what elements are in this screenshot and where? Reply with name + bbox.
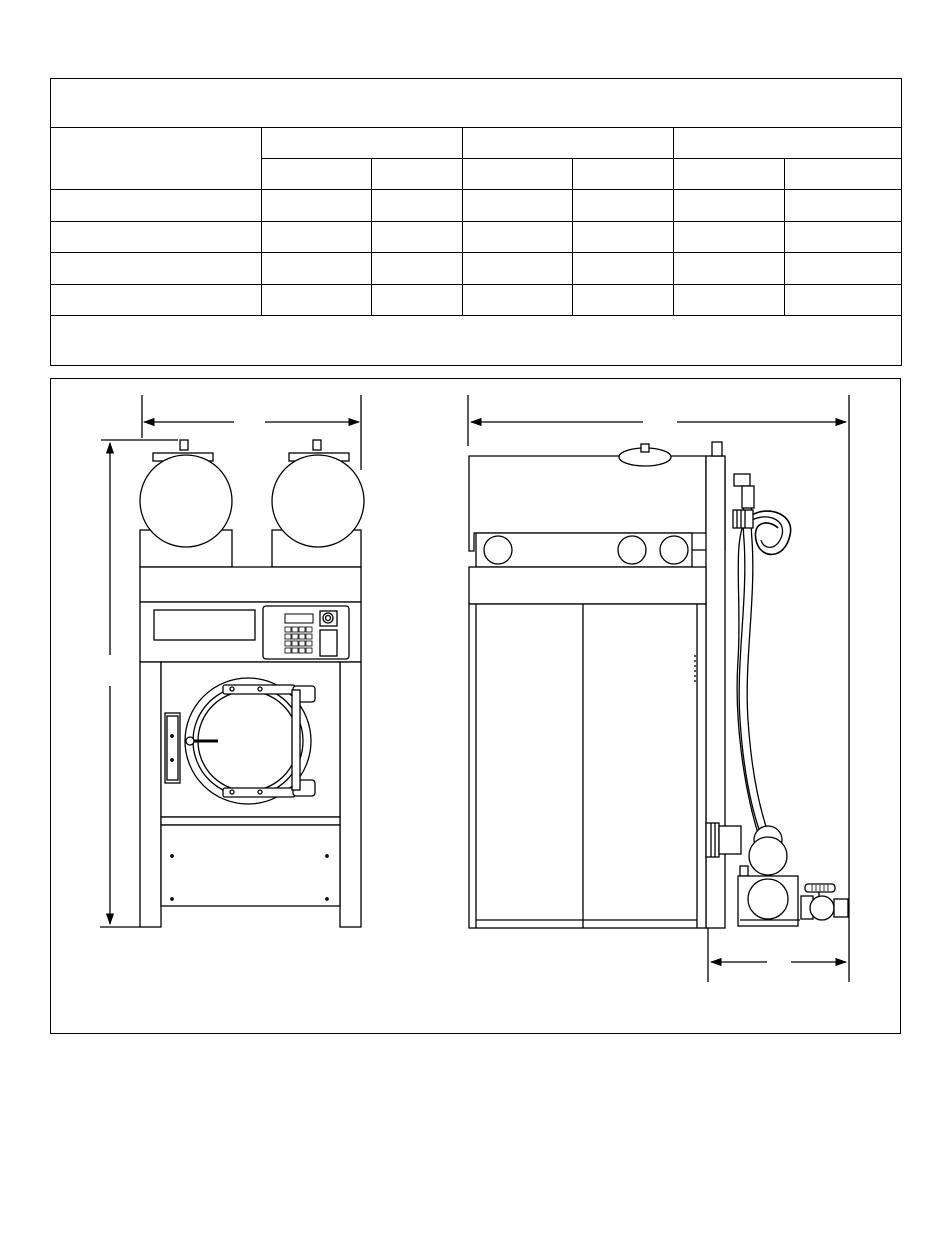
hoses — [737, 490, 791, 848]
tank-right — [272, 440, 364, 567]
lower-panel — [161, 817, 340, 906]
upper-fittings — [733, 474, 754, 528]
control-panel — [140, 602, 361, 662]
side-view — [468, 395, 849, 982]
tank-left — [140, 440, 232, 567]
front-view — [100, 395, 364, 927]
door-assembly — [161, 662, 340, 817]
top-band — [140, 567, 361, 602]
drain-assembly — [706, 823, 848, 926]
cabinet — [469, 567, 706, 928]
side-depth-dimension — [708, 928, 846, 982]
